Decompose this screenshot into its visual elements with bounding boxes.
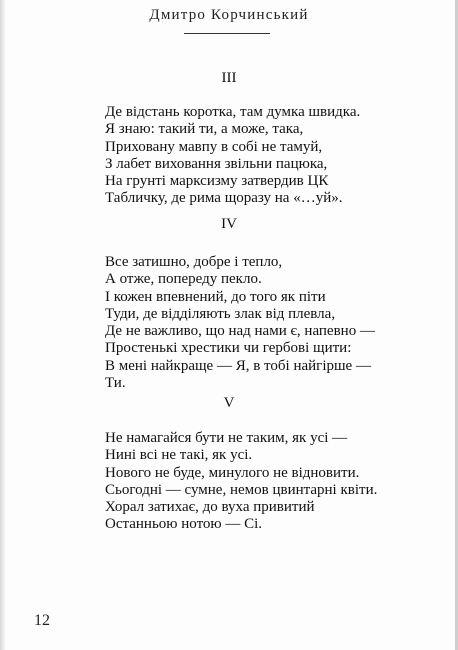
poem-line: Останньою нотою — Сі. [105,516,263,533]
poem-line: В мені найкраще — Я, в тобі найгірше — [105,357,371,374]
poem-line: Не намагайся бути не таким, як усі — [105,430,348,446]
section-number-v: V [223,395,235,411]
poem-line: Простенькі хрестики чи гербові щити: [105,340,352,357]
poem-line: Ти. [105,375,126,392]
section-number-iv: IV [221,216,237,232]
poem-line: Нового не буде, минулого не відновити. [105,464,360,481]
poem-line: Де не важливо, що над нами є, напевно — [105,323,375,340]
poem-stanza-v [105,430,425,534]
section-number-iii: III [221,70,237,86]
running-head-author: Дмитро Корчинський [149,7,309,23]
page-number: 12 [34,612,50,629]
poem-line: З лабет виховання звільни пацюка, [105,155,328,172]
poem-line: А отже, попереду пекло. [105,271,262,288]
poem-stanza-iii [105,104,425,208]
page-shadow-left [0,0,6,650]
poem-line: Все затишно, добре і тепло, [105,254,283,270]
poem-line: Хорал затихає, до вуха привитий [105,499,315,516]
poem-line: Нині всі не такі, як усі. [105,447,253,464]
poem-line: Приховану мавпу в собі не тамуй, [105,138,323,155]
poem-stanza-iv [105,254,425,392]
poem-line: І кожен впевнений, до того як піти [105,288,326,305]
header-rule [184,33,270,34]
poem-line: Я знаю: такий ти, а може, така, [105,121,304,138]
poem-line: Туди, де відділяють злак від плевла, [105,305,336,322]
poem-line: На грунті марксизму затвердив ЦК [105,173,329,190]
poem-line: Табличку, де рима щоразу на «…уй». [105,190,343,207]
poem-line: Де відстань коротка, там думка швидка. [105,104,361,120]
poem-line: Сьогодні — сумне, немов цвинтарні квіти. [105,481,378,498]
